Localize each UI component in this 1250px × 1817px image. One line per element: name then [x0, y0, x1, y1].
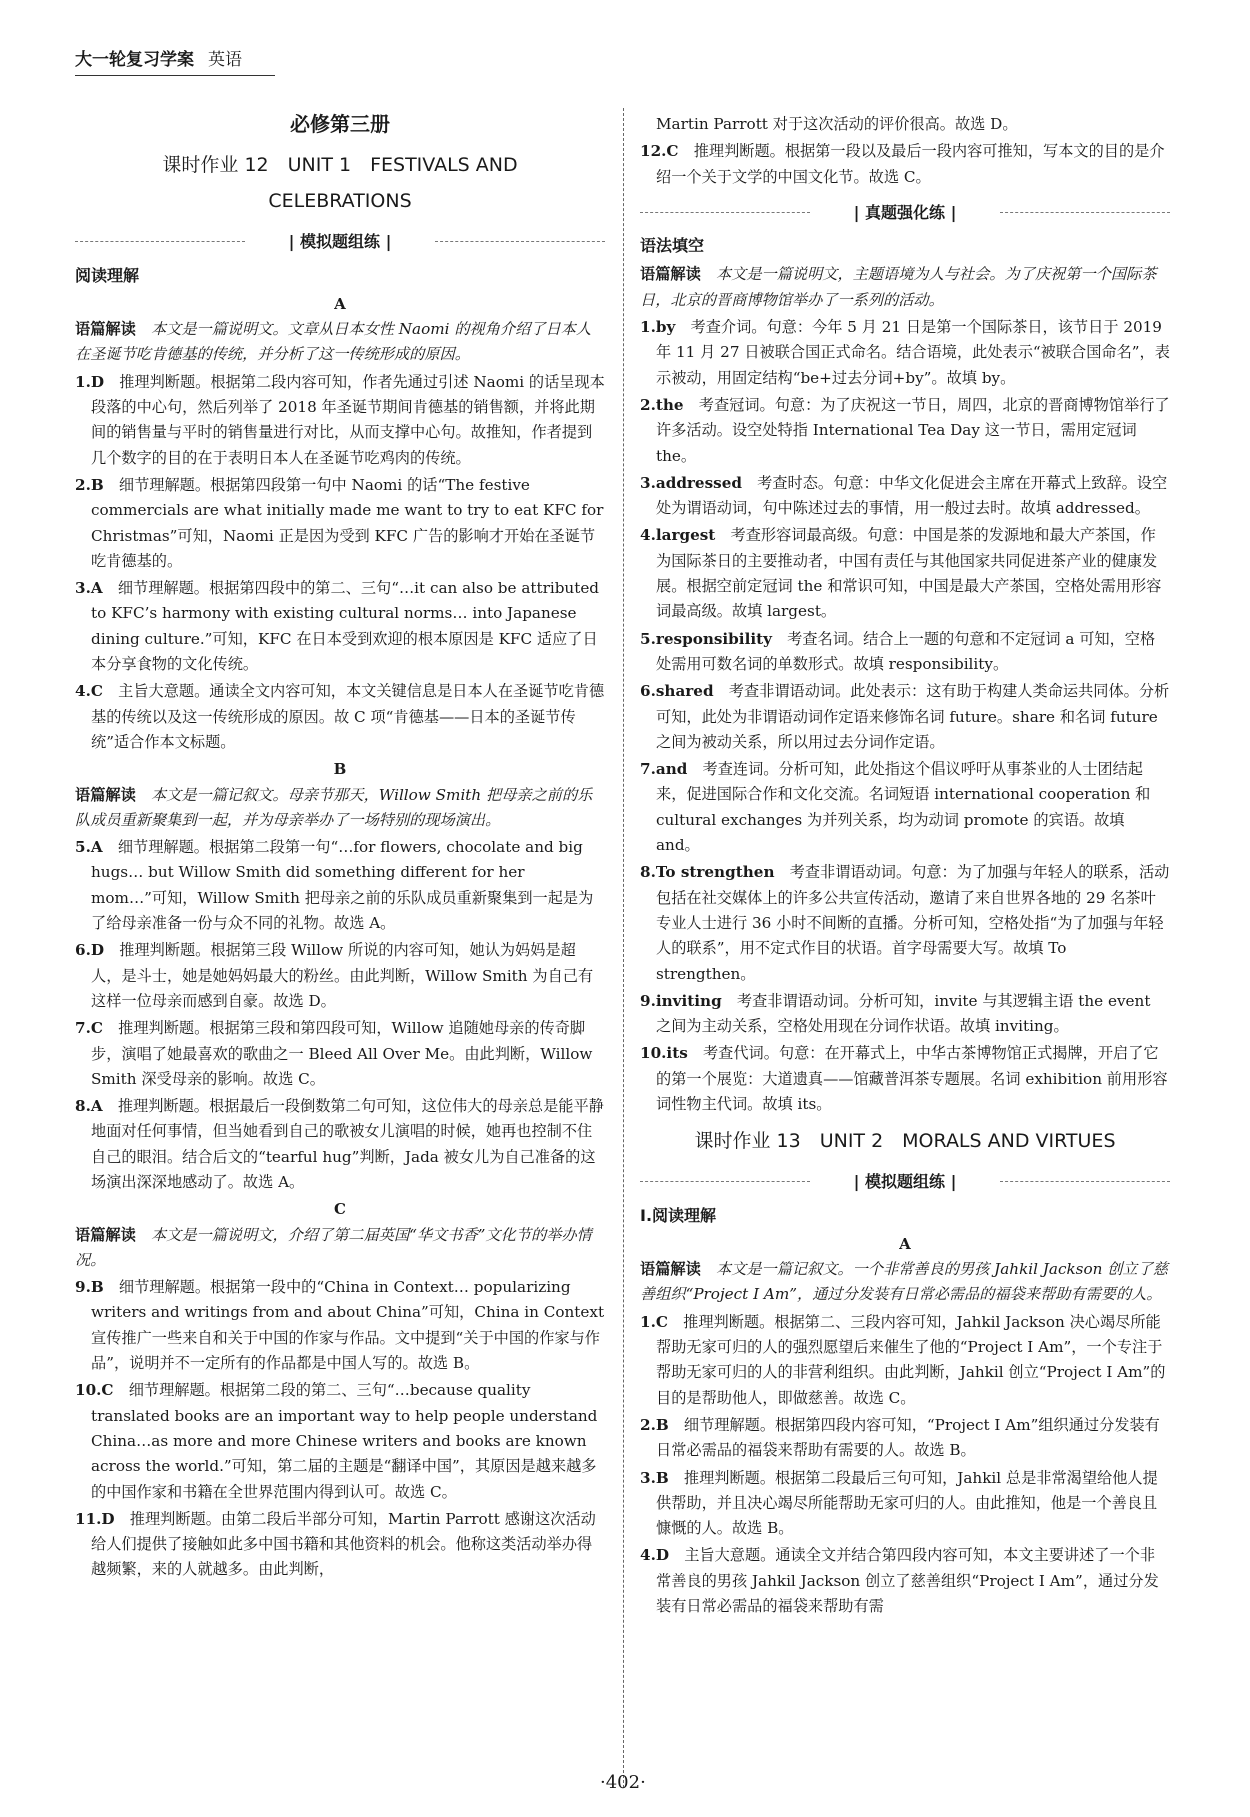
volume-title: 必修第三册 [290, 112, 390, 136]
answer-item [640, 315, 1170, 391]
answer-explanation: 考查介词。句意：今年 5 月 21 日是第一个国际茶日，该节日于 2019 年 11 月 27 日被联合国正式命名。结合语境，此处表示“被联合国命名”，表示被动，用固定结构“be+过去分词+by”。故填 by。 [656, 318, 1170, 387]
section-banner: | 真题强化练 | [640, 200, 1170, 225]
unit-title: 课时作业 12 UNIT 1 FESTIVALS AND [162, 154, 518, 177]
answer-item [640, 523, 1170, 624]
answer-item [640, 393, 1170, 469]
answer-number: 4.C [75, 682, 103, 701]
answer-item [640, 139, 1170, 190]
answer-item [640, 627, 1170, 678]
answer-explanation: 细节理解题。根据第四段第一句中 Naomi 的话“The festive commercials are what initially made me want to try to eat KFC for Christmas”可知，Naomi 正是因为受到 KFC 广告的影响才开始在圣诞节吃肯德基的。 [91, 475, 604, 570]
book-title: 大一轮复习学案 [75, 50, 194, 70]
answer-item [640, 989, 1170, 1040]
passage-summary [640, 1257, 1170, 1308]
answer-number: 11.D [75, 1509, 115, 1528]
passage-label: 语篇解读 [75, 1225, 136, 1244]
answer-explanation: 主旨大意题。通读全文并结合第四段内容可知，本文主要讲述了一个非常善良的男孩 Jahkil Jackson 创立了慈善组织“Project I Am”，通过分发装有日常必需品的福袋来帮助有需 [656, 1546, 1159, 1616]
section-banner: | 模拟题组练 | [75, 229, 605, 254]
passage-summary [640, 262, 1170, 313]
passage-label: 语篇解读 [75, 785, 136, 804]
answer-explanation: 考查非谓语动词。句意：为了加强与年轻人的联系，活动包括在社交媒体上的许多公共宣传活动，邀请了来自世界各地的 29 名茶叶专业人士进行 36 小时不间断的直播。分析可知，空格处指“为了加强与年轻人的联系”，用不定式作目的状语。首字母需要大写。故填 To strengthen。 [656, 863, 1170, 983]
answer-number: 8.To strengthen [640, 863, 775, 882]
answer-item [75, 1094, 605, 1195]
section-heading: Ⅰ.阅读理解 [640, 1205, 717, 1225]
answer-item [640, 1041, 1170, 1117]
answer-number: 9.inviting [640, 991, 722, 1010]
answer-item [640, 1543, 1170, 1619]
answer-explanation: 细节理解题。根据第四段内容可知，“Project I Am”组织通过分发装有日常必需品的福袋来帮助有需要的人。故选 B。 [656, 1415, 1160, 1460]
answer-item [640, 1310, 1170, 1411]
answer-explanation: 推理判断题。根据最后一段倒数第二句可知，这位伟大的母亲总是能平静地面对任何事情，但当她看到自己的歌被女儿演唱的时候，她再也控制不住自己的眼泪。结合后文的“tearful hug”判断，Jada 被女儿为自己准备的这场演出深深地感动了。故选 A。 [91, 1097, 604, 1191]
answer-number: 3.addressed [640, 473, 742, 492]
answer-explanation: 考查非谓语动词。分析可知，invite 与其逻辑主语 the event 之间为主动关系，空格处用现在分词作状语。故填 inviting。 [656, 991, 1151, 1036]
answer-item [75, 1275, 605, 1376]
answer-number: 4.D [640, 1546, 670, 1565]
answer-item [75, 1016, 605, 1092]
page-number: ·402· [600, 1772, 646, 1793]
page-header [75, 45, 1175, 77]
passage-letter: C [334, 1200, 346, 1219]
answer-number: 8.A [75, 1097, 103, 1116]
passage-letter: A [334, 294, 346, 313]
answer-number: 3.A [75, 579, 103, 598]
passage-text: 本文是一篇记叙文。母亲节那天，Willow Smith 把母亲之前的乐队成员重新聚集到一起，并为母亲举办了一场特别的现场演出。 [75, 785, 593, 829]
answer-explanation: 考查冠词。句意：为了庆祝这一节日，周四，北京的晋商博物馆举行了许多活动。设空处特指 International Tea Day 这一节日，需用定冠词 the。 [656, 395, 1170, 465]
subject-label: 英语 [208, 50, 242, 70]
answer-number: 3.B [640, 1468, 669, 1487]
passage-text: 本文是一篇说明文，主题语境为人与社会。为了庆祝第一个国际茶日，北京的晋商博物馆举办了一系列的活动。 [640, 265, 1157, 309]
passage-label: 语篇解读 [75, 320, 136, 339]
answer-number: 4.largest [640, 526, 716, 545]
answer-continuation: Martin Parrott 对于这次活动的评价很高。故选 D。 [656, 115, 1018, 133]
passage-summary [75, 317, 605, 368]
answer-number: 1.C [640, 1312, 668, 1331]
answer-explanation: 考查代词。句意：在开幕式上，中华古茶博物馆正式揭牌，开启了它的第一个展览：大道遗真——馆藏普洱茶专题展。名词 exhibition 前用形容词性物主代词。故填 its。 [656, 1044, 1168, 1113]
answer-number: 7.C [75, 1019, 103, 1038]
passage-text: 本文是一篇说明文。文章从日本女性 Naomi 的视角介绍了日本人在圣诞节吃肯德基的传统，并分析了这一传统形成的原因。 [75, 320, 592, 364]
answer-explanation: 考查名词。结合上一题的句意和不定冠词 a 可知，空格处需用可数名词的单数形式。故填 responsibility。 [656, 629, 1156, 673]
left-column [75, 112, 605, 1585]
answer-item [640, 1466, 1170, 1542]
passage-letter: B [333, 760, 347, 779]
answer-explanation: 细节理解题。根据第四段中的第二、三句“…it can also be attributed to KFC’s harmony with existing cultural norms… into Japanese dining culture.”可知，KFC 在日本受到欢迎的根本原因是 KFC 适应了日本分享食物的文化传统。 [91, 579, 600, 674]
answer-item [75, 370, 605, 471]
answer-number: 12.C [640, 142, 679, 161]
passage-text: 本文是一篇说明文，介绍了第二届英国“华文书香”文化节的举办情况。 [75, 1225, 592, 1269]
answer-explanation: 推理判断题。根据第三段和第四段可知，Willow 追随她母亲的传奇脚步，演唱了她最喜欢的歌曲之一 Bleed All Over Me。由此判断，Willow Smith 深受母亲的影响。故选 C。 [91, 1019, 593, 1088]
answer-item [640, 860, 1170, 986]
unit-title: 课时作业 13 UNIT 2 MORALS AND VIRTUES [694, 1130, 1116, 1153]
answer-explanation: 推理判断题。根据第二段最后三句可知，Jahkil 总是非常渴望给他人提供帮助，并且决心竭尽所能帮助无家可归的人。由此推知，他是一个善良且慷慨的人。故选 B。 [656, 1468, 1158, 1538]
answer-explanation: 考查非谓语动词。此处表示：这有助于构建人类命运共同体。分析可知，此处为非谓语动词作定语来修饰名词 future。share 和名词 future 之间为被动关系，所以用过去分词作定语。 [656, 682, 1170, 751]
section-heading: 阅读理解 [75, 265, 140, 285]
answer-explanation: 细节理解题。根据第一段中的“China in Context… popularizing writers and writings from and about China”可知，China in Context 宣传推广一些来自和关于中国的作家与作品。文中提到“关于中国的作家与作品”，说明并不一定所有的作品都是中国人写的。故选 B。 [91, 1278, 605, 1373]
answer-number: 6.D [75, 941, 105, 960]
answer-item [640, 757, 1170, 858]
answer-item [640, 679, 1170, 755]
answer-number: 2.the [640, 395, 684, 414]
section-heading: 语法填空 [640, 236, 705, 256]
answer-number: 6.shared [640, 682, 714, 701]
answer-explanation: 推理判断题。根据第二、三段内容可知，Jahkil Jackson 决心竭尽所能帮助无家可归的人的强烈愿望后来催生了他的“Project I Am”，一个专注于帮助无家可归的人的非营利组织。由此判断，Jahkil 创立“Project I Am”的目的是帮助他人，即做慈善。故选 C。 [656, 1312, 1166, 1407]
answer-item [75, 938, 605, 1014]
column-divider [623, 108, 624, 1788]
answer-number: 1.D [75, 372, 105, 391]
answer-explanation: 考查时态。句意：中华文化促进会主席在开幕式上致辞。设空处为谓语动词，句中陈述过去的事情，用一般过去时。故填 addressed。 [656, 473, 1168, 518]
answer-item [75, 1378, 605, 1504]
header-rule [75, 75, 275, 76]
answer-explanation: 推理判断题。根据第一段以及最后一段内容可推知，写本文的目的是介绍一个关于文学的中国文化节。故选 C。 [656, 142, 1165, 186]
answer-number: 10.its [640, 1044, 688, 1063]
answer-item [75, 679, 605, 755]
answer-number: 9.B [75, 1278, 104, 1297]
left-blocks [75, 292, 605, 1583]
answer-number: 1.by [640, 318, 676, 337]
right-column [640, 112, 1170, 1621]
passage-summary [75, 783, 605, 834]
answer-explanation: 细节理解题。根据第二段第一句“…for flowers, chocolate and big hugs… but Willow Smith did something different for her mom…”可知，Willow Smith 把母亲之前的乐队成员重新聚集到一起是为了给母亲准备一份与众不同的礼物。故选 A。 [91, 838, 594, 933]
answer-explanation: 考查连词。分析可知，此处指这个倡议呼吁从事茶业的人士团结起来，促进国际合作和文化交流。名词短语 international cooperation 和 cultural exchanges 为并列关系，均为动词 promote 的宾语。故填 and。 [656, 760, 1151, 855]
passage-letter: A [899, 1234, 911, 1253]
answer-number: 5.responsibility [640, 629, 772, 648]
answer-explanation: 考查形容词最高级。句意：中国是茶的发源地和最大产茶国，作为国际茶日的主要推动者，中国有责任与其他国家共同促进茶产业的健康发展。根据空前定冠词 the 和常识可知，中国是最大产茶国，空格处需用形容词最高级。故填 largest。 [656, 526, 1162, 621]
answer-number: 10.C [75, 1381, 114, 1400]
passage-text: 本文是一篇记叙文。一个非常善良的男孩 Jahkil Jackson 创立了慈善组织“Project I Am”，通过分发装有日常必需品的福袋来帮助有需要的人。 [640, 1260, 1168, 1304]
answer-number: 2.B [640, 1415, 669, 1434]
passage-label: 语篇解读 [640, 1260, 701, 1279]
right-blocks [640, 112, 1170, 1619]
passage-summary [75, 1223, 605, 1274]
answer-explanation: 推理判断题。根据第二段内容可知，作者先通过引述 Naomi 的话呈现本段落的中心句，然后列举了 2018 年圣诞节期间肯德基的销售额，并将此期间的销售量与平时的销售量进行对比，从而支撑中心句。故推知，作者提到几个数字的目的在于表明日本人在圣诞节吃鸡肉的传统。 [91, 372, 605, 467]
answer-item [75, 1507, 605, 1583]
unit-title-cont: CELEBRATIONS [268, 190, 412, 213]
answer-number: 2.B [75, 475, 104, 494]
answer-item [75, 835, 605, 936]
answer-item [640, 1413, 1170, 1464]
answer-explanation: 推理判断题。根据第三段 Willow 所说的内容可知，她认为妈妈是超人，是斗士，她是她妈妈最大的粉丝。由此判断，Willow Smith 为自己有这样一位母亲而感到自豪。故选 D。 [91, 941, 594, 1010]
answer-explanation: 细节理解题。根据第二段的第二、三句“…because quality translated books are an important way to help people understand China…as more and more Chinese writers and books are known across the world.”可知，第二届的主题是“翻译中国”，其原因是越来越多的中国作家和书籍在全世界范围内得到认可。故选 C。 [91, 1381, 598, 1501]
answer-item [75, 576, 605, 677]
answer-explanation: 推理判断题。由第二段后半部分可知，Martin Parrott 感谢这次活动给人们提供了接触如此多中国书籍和其他资料的机会。他称这类活动举办得越频繁，来的人就越多。由此判断， [91, 1509, 596, 1579]
answer-number: 7.and [640, 760, 688, 779]
passage-label: 语篇解读 [640, 265, 701, 284]
answer-item [75, 473, 605, 574]
answer-number: 5.A [75, 838, 103, 857]
section-banner: | 模拟题组练 | [640, 1169, 1170, 1194]
answer-explanation: 主旨大意题。通读全文内容可知，本文关键信息是日本人在圣诞节吃肯德基的传统以及这一传统形成的原因。故 C 项“肯德基——日本的圣诞节传统”适合作本文标题。 [91, 682, 605, 751]
answer-item [640, 471, 1170, 522]
